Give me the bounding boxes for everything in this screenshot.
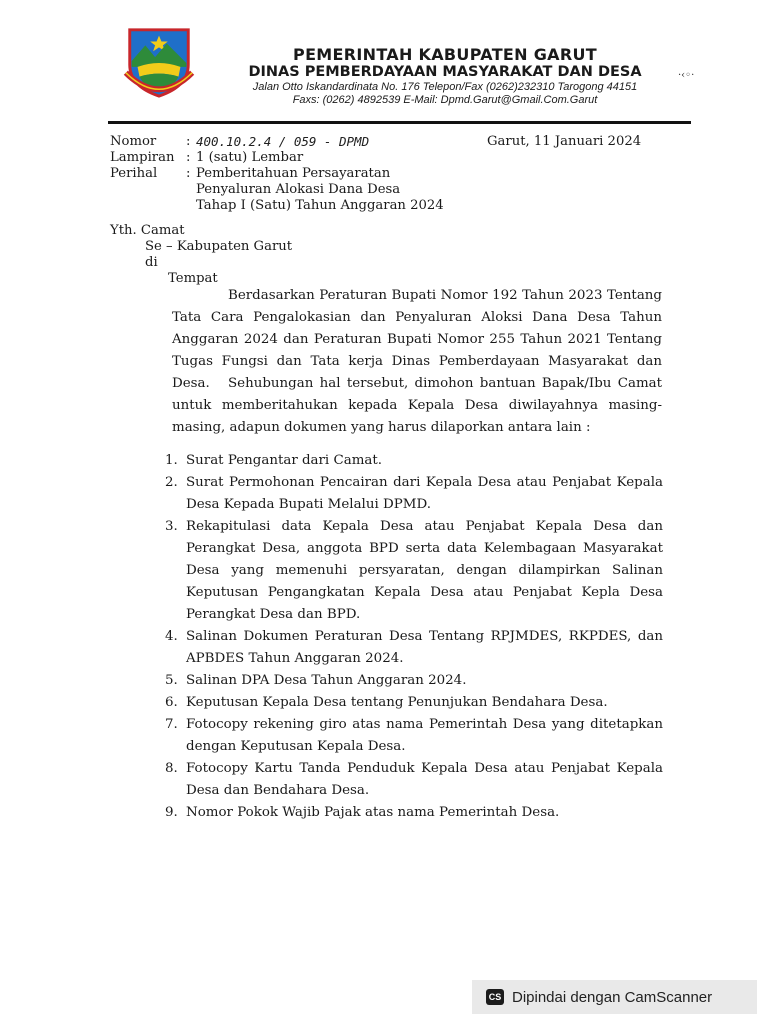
letterhead-divider	[108, 121, 691, 124]
list-item	[165, 802, 663, 824]
recipient-line-4: Tempat	[168, 271, 218, 286]
spacer	[110, 198, 186, 214]
list-item	[165, 692, 663, 714]
letterhead-contact: Faxs: (0262) 4892539 E-Mail: Dpmd.Garut@Gmail.Com.Garut	[292, 94, 598, 106]
body-paragraph-1: Berdasarkan Peraturan Bupati Nomor 192 Tahun 2023 Tentang Tata Cara Pengalokasian dan Penyaluran Aloksi Dana Desa Tahun Anggaran 2024 dan Peraturan Bupati Nomor 255 Tahun 2021 Tentang Tugas Fungsi dan Tata kerja Dinas Pemberdayaan Masyarakat dan Desa.	[172, 288, 662, 391]
nomor-label: Nomor	[110, 134, 157, 149]
perihal-line-2: Penyaluran Alokasi Dana Desa	[196, 182, 401, 197]
document-requirements-list	[165, 450, 663, 824]
spacer	[110, 182, 186, 198]
recipient-line-1: Yth. Camat	[110, 223, 185, 238]
list-item-text: Surat Pengantar dari Camat.	[186, 453, 383, 468]
list-item	[165, 670, 663, 692]
perihal-label: Perihal	[110, 166, 158, 181]
letter-date: Garut, 11 Januari 2024	[487, 134, 642, 149]
perihal-row	[110, 166, 456, 182]
list-item	[165, 714, 663, 758]
nomor-value: 400.10.2.4 / 059 - DPMD	[196, 134, 370, 149]
list-item-text: Salinan DPA Desa Tahun Anggaran 2024.	[186, 673, 467, 688]
list-item-number: 6.	[165, 695, 178, 710]
list-item-number: 2.	[165, 475, 178, 490]
list-item	[165, 626, 663, 670]
lampiran-value: 1 (satu) Lembar	[196, 150, 304, 165]
body-paragraph-2: Sehubungan hal tersebut, dimohon bantuan Bapak/Ibu Camat untuk memberitahukan kepada Kepala Desa diwilayahnya masing-masing, adapun dokumen yang harus dilaporkan antara lain :	[172, 376, 662, 435]
colon: :	[186, 166, 191, 181]
list-item-text: Surat Permohonan Pencairan dari Kepala Desa atau Penjabat Kepala Desa Kepada Bupati Melalui DPMD.	[186, 475, 663, 512]
recipient-line-3: di	[145, 255, 158, 270]
list-item-text: Nomor Pokok Wajib Pajak atas nama Pemerintah Desa.	[186, 805, 560, 820]
letter-meta	[110, 134, 456, 214]
lampiran-label: Lampiran	[110, 150, 175, 165]
list-item-number: 3.	[165, 519, 178, 534]
list-item-number: 4.	[165, 629, 178, 644]
perihal-row-3	[110, 198, 456, 214]
list-item-number: 1.	[165, 453, 178, 468]
list-item	[165, 758, 663, 802]
perihal-row-2	[110, 182, 456, 198]
perihal-line-1: Pemberitahuan Persayaratan	[196, 166, 391, 181]
list-item-text: Fotocopy rekening giro atas nama Pemerintah Desa yang ditetapkan dengan Keputusan Kepala Desa.	[186, 717, 663, 754]
list-item-text: Keputusan Kepala Desa tentang Penunjukan Bendahara Desa.	[186, 695, 608, 710]
camscanner-watermark	[472, 980, 757, 1014]
letterhead-address: Jalan Otto Iskandardinata No. 176 Telepon/Fax (0262)232310 Tarogong 44151	[252, 81, 638, 93]
colon: :	[186, 134, 191, 149]
letterhead-government: PEMERINTAH KABUPATEN GARUT	[293, 45, 597, 64]
recipient-address	[110, 223, 292, 287]
camscanner-label: Dipindai dengan CamScanner	[512, 988, 713, 1006]
list-item	[165, 450, 663, 472]
list-item-number: 5.	[165, 673, 178, 688]
list-item	[165, 516, 663, 626]
lampiran-row	[110, 150, 456, 166]
letterhead-agency: DINAS PEMBERDAYAAN MASYARAKAT DAN DESA	[248, 64, 642, 80]
list-item-text: Salinan Dokumen Peraturan Desa Tentang RPJMDES, RKPDES, dan APBDES Tahun Anggaran 2024.	[186, 629, 663, 666]
list-item-number: 9.	[165, 805, 178, 820]
nomor-row	[110, 134, 456, 150]
list-item-text: Rekapitulasi data Kepala Desa atau Penjabat Kepala Desa dan Perangkat Desa, anggota BPD serta data Kelembagaan Masyarakat Desa yang memenuhi persyaratan, dengan dilampirkan Salinan Keputusan Pengangkatan Kepala Desa atau Penjabat Kepla Desa Perangkat Desa dan BPD.	[186, 519, 663, 622]
camscanner-logo-icon: CS	[486, 989, 504, 1005]
garut-emblem-icon	[120, 22, 198, 100]
colon: :	[186, 150, 191, 165]
list-item-number: 7.	[165, 717, 178, 732]
spacer	[186, 182, 196, 198]
list-item-text: Fotocopy Kartu Tanda Penduduk Kepala Desa atau Penjabat Kepala Desa dan Bendahara Desa.	[186, 761, 663, 798]
recipient-line-2: Se – Kabupaten Garut	[145, 239, 293, 254]
spacer	[186, 198, 196, 214]
letterhead	[220, 46, 670, 107]
scan-mark-icon: ·‹◦·	[678, 70, 695, 81]
list-item	[165, 472, 663, 516]
perihal-line-3: Tahap I (Satu) Tahun Anggaran 2024	[196, 198, 444, 213]
list-item-number: 8.	[165, 761, 178, 776]
